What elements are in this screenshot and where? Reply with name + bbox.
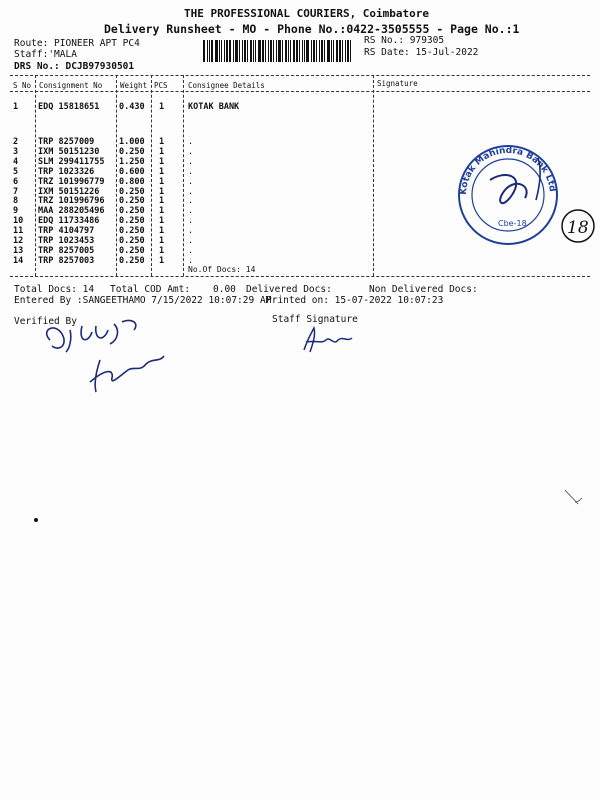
total-docs: Total Docs: 14 — [14, 284, 95, 295]
stamp-text: Kotak Mahindra Bank Ltd — [458, 145, 557, 196]
cell-consignment: MAA 288205496 — [38, 206, 105, 216]
col-header-weight: Weight — [120, 81, 148, 90]
col-divider — [35, 75, 36, 276]
barcode-bar — [242, 40, 243, 62]
cell-weight: 0.250 — [119, 216, 145, 226]
barcode-bar — [265, 40, 266, 62]
cell-sno: 4 — [13, 157, 19, 167]
barcode-bar — [350, 40, 351, 62]
drs-number: DRS No.: DCJB97930501 — [14, 61, 135, 72]
col-header-signature: Signature — [377, 79, 418, 88]
col-divider — [183, 75, 184, 276]
barcode-bar — [270, 40, 272, 62]
cell-pcs: 1 — [159, 206, 165, 216]
cell-weight: 1.000 — [119, 137, 145, 147]
cell-weight: 0.250 — [119, 226, 145, 236]
barcode-bar — [224, 40, 225, 62]
cell-weight: 0.250 — [119, 187, 145, 197]
cell-weight: 0.250 — [119, 236, 145, 246]
cell-consignment: TRZ 101996796 — [38, 196, 105, 206]
cell-consignee: . — [188, 187, 194, 197]
cell-sno: 1 — [13, 102, 19, 112]
cell-weight: 0.250 — [119, 256, 145, 266]
verified-by-label: Verified By — [14, 316, 77, 327]
cell-sno: 3 — [13, 147, 19, 157]
rs-number: RS No.: 979305 — [364, 35, 445, 46]
barcode-bar — [316, 40, 317, 62]
cell-consignment: TRZ 101996779 — [38, 177, 105, 187]
cell-consignee: . — [188, 246, 194, 256]
col-divider — [116, 75, 117, 276]
cell-pcs: 1 — [159, 216, 165, 226]
cell-consignment: IXM 50151226 — [38, 187, 100, 197]
barcode-bar — [304, 40, 305, 62]
barcode-bar — [209, 40, 210, 62]
cell-consignment: EDQ 11733486 — [38, 216, 100, 226]
cell-pcs: 1 — [159, 157, 165, 167]
non-delivered-docs: Non Delivered Docs: — [369, 284, 478, 295]
cell-pcs: 1 — [159, 177, 165, 187]
cell-consignee: . — [188, 177, 194, 187]
header-bottom-rule — [10, 91, 590, 92]
barcode-bar — [282, 40, 283, 62]
cell-sno: 2 — [13, 137, 19, 147]
barcode-bar — [319, 40, 320, 62]
cell-sno: 13 — [13, 246, 24, 256]
cell-weight: 0.250 — [119, 246, 145, 256]
table-bottom-rule — [10, 276, 590, 277]
rs-date: RS Date: 15-Jul-2022 — [364, 47, 479, 58]
barcode-bar — [253, 40, 254, 62]
cell-pcs: 1 — [159, 137, 165, 147]
cell-pcs: 1 — [159, 167, 165, 177]
barcode-bar — [247, 40, 248, 62]
staff-signature-label: Staff Signature — [272, 314, 358, 325]
col-header-consignment: Consignment No — [39, 81, 103, 90]
barcode-bar — [273, 40, 274, 62]
cell-pcs: 1 — [159, 102, 165, 112]
staff-signature — [296, 324, 366, 360]
cell-weight: 0.250 — [119, 196, 145, 206]
cell-consignment: SLM 299411755 — [38, 157, 105, 167]
cell-weight: 0.250 — [119, 206, 145, 216]
route-label: Route: PIONEER APT PC4 — [14, 38, 140, 49]
cell-consignment: TRP 8257005 — [38, 246, 95, 256]
barcode-bar — [299, 40, 300, 62]
barcode-bar — [276, 40, 277, 62]
cell-consignee: . — [188, 147, 194, 157]
cell-sno: 12 — [13, 236, 24, 246]
barcode-bar — [211, 40, 213, 62]
cell-consignee: KOTAK BANK — [188, 102, 240, 112]
cell-sno: 9 — [13, 206, 19, 216]
cell-consignment: TRP 4104797 — [38, 226, 95, 236]
col-divider — [373, 75, 374, 276]
cell-consignee: . — [188, 196, 194, 206]
barcode-bar — [226, 40, 228, 62]
barcode-bar — [229, 40, 231, 62]
barcode-bar — [235, 40, 238, 62]
barcode-bar — [203, 40, 205, 62]
barcode-bar — [345, 40, 346, 62]
barcode-bar — [207, 40, 208, 62]
barcode-bar — [285, 40, 287, 62]
barcode-bar — [336, 40, 338, 62]
cell-consignee: . — [188, 167, 194, 177]
entered-by: Entered By :SANGEETHAMO 7/15/2022 10:07:29 AM — [14, 295, 272, 306]
barcode-bar — [215, 40, 218, 62]
printed-on: Printed on: 15-07-2022 10:07:23 — [266, 295, 444, 306]
cell-weight: 0.800 — [119, 177, 145, 187]
cell-weight: 0.430 — [119, 102, 145, 112]
cell-consignment: TRP 1023326 — [38, 167, 95, 177]
cell-weight: 0.600 — [119, 167, 145, 177]
stray-marks — [30, 480, 590, 540]
cell-consignee: . — [188, 236, 194, 246]
cell-consignee: . — [188, 216, 194, 226]
barcode — [203, 40, 353, 62]
cell-sno: 6 — [13, 177, 19, 187]
company-title: THE PROFESSIONAL COURIERS, Coimbatore — [184, 7, 430, 20]
cell-consignment: TRP 8257003 — [38, 256, 95, 266]
barcode-bar — [278, 40, 281, 62]
delivered-docs: Delivered Docs: — [246, 284, 332, 295]
barcode-bar — [296, 40, 298, 62]
col-header-sno: S No — [13, 81, 32, 90]
cell-pcs: 1 — [159, 246, 165, 256]
cell-consignment: TRP 8257009 — [38, 137, 95, 147]
cell-consignment: EDQ 15818651 — [38, 102, 100, 112]
barcode-bar — [255, 40, 256, 62]
barcode-bar — [219, 40, 220, 62]
barcode-bar — [268, 40, 269, 62]
barcode-bar — [290, 40, 291, 62]
staff-label: Staff:'MALA — [14, 49, 77, 60]
cell-pcs: 1 — [159, 196, 165, 206]
barcode-bar — [311, 40, 312, 62]
barcode-bar — [321, 40, 323, 62]
barcode-bar — [327, 40, 330, 62]
table-top-rule — [10, 75, 590, 76]
cell-weight: 1.250 — [119, 157, 145, 167]
barcode-bar — [250, 40, 252, 62]
cell-consignee: . — [188, 137, 194, 147]
barcode-bar — [333, 40, 334, 62]
cell-consignee: . — [188, 206, 194, 216]
barcode-bar — [244, 40, 246, 62]
col-header-pcs: PCS — [154, 81, 168, 90]
barcode-bar — [313, 40, 315, 62]
barcode-bar — [324, 40, 325, 62]
cell-pcs: 1 — [159, 187, 165, 197]
barcode-bar — [306, 40, 309, 62]
cell-consignment: IXM 50151230 — [38, 147, 100, 157]
barcode-bar — [288, 40, 289, 62]
barcode-bar — [342, 40, 343, 62]
cell-sno: 11 — [13, 226, 24, 236]
barcode-bar — [233, 40, 234, 62]
svg-text:18: 18 — [567, 218, 589, 238]
cell-pcs: 1 — [159, 236, 165, 246]
barcode-bar — [262, 40, 264, 62]
cell-consignee: . — [188, 157, 194, 167]
cell-sno: 5 — [13, 167, 19, 177]
col-divider — [151, 75, 152, 276]
cell-sno: 8 — [13, 196, 19, 206]
cell-pcs: 1 — [159, 147, 165, 157]
no-of-docs: No.Of Docs: 14 — [188, 265, 256, 274]
cell-sno: 14 — [13, 256, 24, 266]
total-cod-value: 0.00 — [213, 284, 236, 295]
col-header-consignee: Consignee Details — [188, 81, 265, 90]
runsheet-title: Delivery Runsheet - MO - Phone No.:0422-3505555 - Page No.:1 — [104, 22, 520, 36]
cell-consignment: TRP 1023453 — [38, 236, 95, 246]
barcode-bar — [302, 40, 303, 62]
bank-stamp — [450, 140, 600, 250]
cell-sno: 10 — [13, 216, 24, 226]
barcode-bar — [258, 40, 261, 62]
barcode-bar — [221, 40, 222, 62]
cell-consignee: . — [188, 226, 194, 236]
barcode-bar — [239, 40, 240, 62]
cell-pcs: 1 — [159, 256, 165, 266]
verified-signature — [30, 300, 190, 410]
barcode-bar — [331, 40, 332, 62]
cell-pcs: 1 — [159, 226, 165, 236]
total-cod-label: Total COD Amt: — [110, 284, 191, 295]
barcode-bar — [293, 40, 295, 62]
barcode-bar — [339, 40, 341, 62]
barcode-bar — [347, 40, 349, 62]
cell-consignee: . — [188, 256, 194, 266]
cell-sno: 7 — [13, 187, 19, 197]
cell-weight: 0.250 — [119, 147, 145, 157]
stamp-location: Cbe-18 — [498, 219, 527, 228]
